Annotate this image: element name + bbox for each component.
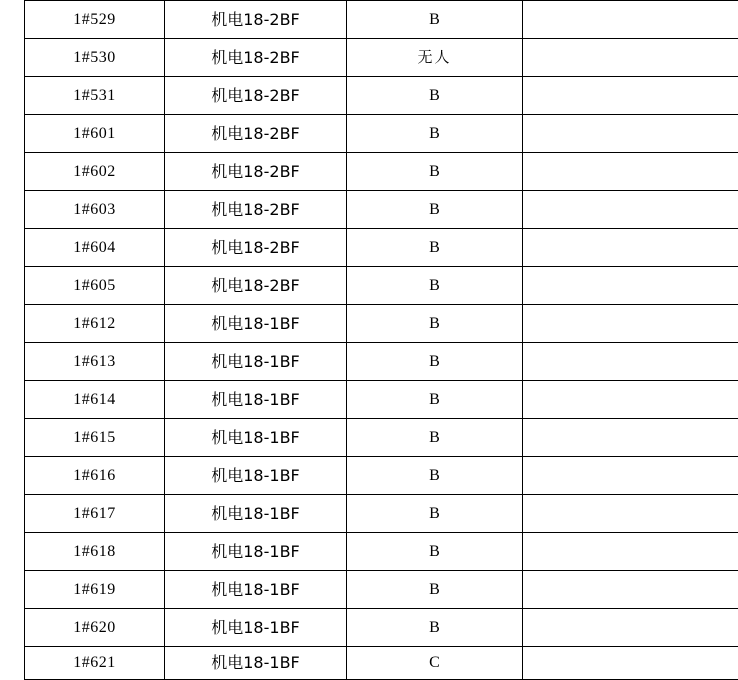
cell-class-name: 机电18-1BF bbox=[165, 305, 347, 343]
cell-room-number: 1#614 bbox=[25, 381, 165, 419]
table-row bbox=[25, 571, 738, 609]
table-row bbox=[25, 191, 738, 229]
cell-notes bbox=[523, 533, 738, 571]
cell-notes bbox=[523, 77, 738, 115]
cell-notes bbox=[523, 647, 738, 680]
cell-class-name: 机电18-2BF bbox=[165, 267, 347, 305]
cell-grade: B bbox=[347, 229, 523, 267]
table-row bbox=[25, 267, 738, 305]
cell-room-number: 1#613 bbox=[25, 343, 165, 381]
cell-grade: B bbox=[347, 533, 523, 571]
cell-grade: B bbox=[347, 495, 523, 533]
cell-class-name: 机电18-1BF bbox=[165, 647, 347, 680]
cell-class-name: 机电18-2BF bbox=[165, 153, 347, 191]
cell-class-name: 机电18-1BF bbox=[165, 533, 347, 571]
cell-class-name: 机电18-1BF bbox=[165, 419, 347, 457]
cell-room-number: 1#615 bbox=[25, 419, 165, 457]
table-row bbox=[25, 153, 738, 191]
table-row bbox=[25, 609, 738, 647]
cell-class-name: 机电18-2BF bbox=[165, 191, 347, 229]
cell-grade: C bbox=[347, 647, 523, 680]
table-row bbox=[25, 343, 738, 381]
cell-grade: B bbox=[347, 153, 523, 191]
cell-room-number: 1#619 bbox=[25, 571, 165, 609]
table-row bbox=[25, 1, 738, 39]
cell-grade: B bbox=[347, 419, 523, 457]
cell-class-name: 机电18-1BF bbox=[165, 457, 347, 495]
cell-class-name: 机电18-2BF bbox=[165, 229, 347, 267]
cell-room-number: 1#530 bbox=[25, 39, 165, 77]
cell-class-name: 机电18-2BF bbox=[165, 115, 347, 153]
cell-grade: B bbox=[347, 115, 523, 153]
table-row bbox=[25, 39, 738, 77]
table-row bbox=[25, 229, 738, 267]
cell-grade: 无人 bbox=[347, 39, 523, 77]
cell-notes bbox=[523, 39, 738, 77]
cell-notes bbox=[523, 381, 738, 419]
table-row bbox=[25, 77, 738, 115]
cell-room-number: 1#621 bbox=[25, 647, 165, 680]
cell-class-name: 机电18-2BF bbox=[165, 39, 347, 77]
cell-grade: B bbox=[347, 267, 523, 305]
cell-room-number: 1#620 bbox=[25, 609, 165, 647]
cell-room-number: 1#618 bbox=[25, 533, 165, 571]
table-row bbox=[25, 381, 738, 419]
cell-grade: B bbox=[347, 609, 523, 647]
cell-grade: B bbox=[347, 457, 523, 495]
cell-room-number: 1#601 bbox=[25, 115, 165, 153]
cell-room-number: 1#602 bbox=[25, 153, 165, 191]
cell-notes bbox=[523, 229, 738, 267]
table-row bbox=[25, 115, 738, 153]
cell-room-number: 1#529 bbox=[25, 1, 165, 39]
cell-notes bbox=[523, 115, 738, 153]
cell-class-name: 机电18-1BF bbox=[165, 609, 347, 647]
table-row bbox=[25, 533, 738, 571]
cell-grade: B bbox=[347, 77, 523, 115]
cell-notes bbox=[523, 571, 738, 609]
cell-room-number: 1#616 bbox=[25, 457, 165, 495]
cell-grade: B bbox=[347, 1, 523, 39]
cell-notes bbox=[523, 609, 738, 647]
table-row bbox=[25, 495, 738, 533]
cell-grade: B bbox=[347, 305, 523, 343]
cell-room-number: 1#603 bbox=[25, 191, 165, 229]
cell-grade: B bbox=[347, 191, 523, 229]
cell-notes bbox=[523, 457, 738, 495]
table-row bbox=[25, 305, 738, 343]
table-row bbox=[25, 419, 738, 457]
cell-grade: B bbox=[347, 381, 523, 419]
dormitory-inspection-table bbox=[24, 0, 738, 680]
cell-class-name: 机电18-1BF bbox=[165, 381, 347, 419]
table-row bbox=[25, 457, 738, 495]
table-body bbox=[25, 1, 738, 680]
cell-class-name: 机电18-2BF bbox=[165, 1, 347, 39]
cell-grade: B bbox=[347, 343, 523, 381]
cell-room-number: 1#605 bbox=[25, 267, 165, 305]
cell-notes bbox=[523, 267, 738, 305]
cell-class-name: 机电18-1BF bbox=[165, 495, 347, 533]
cell-notes bbox=[523, 343, 738, 381]
cell-room-number: 1#531 bbox=[25, 77, 165, 115]
cell-room-number: 1#604 bbox=[25, 229, 165, 267]
cell-room-number: 1#617 bbox=[25, 495, 165, 533]
cell-room-number: 1#612 bbox=[25, 305, 165, 343]
cell-notes bbox=[523, 153, 738, 191]
cell-notes bbox=[523, 1, 738, 39]
cell-notes bbox=[523, 495, 738, 533]
cell-notes bbox=[523, 191, 738, 229]
cell-class-name: 机电18-2BF bbox=[165, 77, 347, 115]
table-row bbox=[25, 647, 738, 680]
cell-class-name: 机电18-1BF bbox=[165, 343, 347, 381]
cell-notes bbox=[523, 419, 738, 457]
cell-class-name: 机电18-1BF bbox=[165, 571, 347, 609]
cell-grade: B bbox=[347, 571, 523, 609]
cell-notes bbox=[523, 305, 738, 343]
